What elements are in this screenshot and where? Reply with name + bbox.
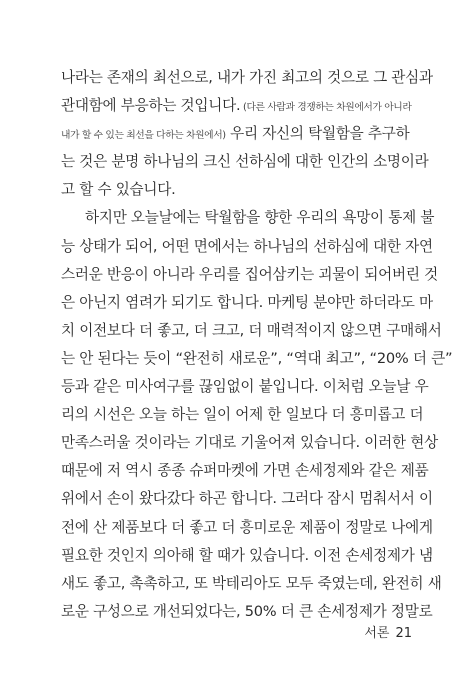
running-section-title: 서론 <box>364 626 390 641</box>
text-line: 는 것은 분명 하나님의 크신 선하심에 대한 인간의 소명이라 <box>61 153 429 171</box>
text-span: 관대함에 부응하는 것입니다. <box>61 97 241 115</box>
body-text <box>61 64 453 626</box>
paragraph-first-line: 하지만 오늘날에는 탁월함을 향한 우리의 욕망이 통제 불 <box>85 209 435 227</box>
text-line: 리의 시선은 오늘 하는 일이 어제 한 일보다 더 흥미롭고 더 <box>61 406 424 424</box>
text-line <box>61 120 413 148</box>
parenthetical-note: 내가 할 수 있는 최선을 다하는 차원에서) <box>61 130 226 142</box>
text-line: 은 아닌지 염려가 되기도 합니다. 마케팅 분야만 하더라도 마 <box>61 293 433 311</box>
text-line: 새도 좋고, 촉촉하고, 또 박테리아도 모두 죽였는데, 완전히 새 <box>61 574 442 592</box>
text-line: 때문에 저 역시 종종 슈퍼마켓에 가면 손세정제와 같은 제품 <box>61 462 429 480</box>
text-line: 필요한 것인지 의아해 할 때가 있습니다. 이전 손세정제가 냄 <box>61 546 433 564</box>
text-line: 등과 같은 미사여구를 끊임없이 붙입니다. 이처럼 오늘날 우 <box>61 378 429 396</box>
text-line <box>61 92 413 120</box>
page-number: 21 <box>395 626 412 641</box>
text-line: 는 안 된다는 듯이 “완전히 새로운”, “역대 최고”, “20% 더 큰” <box>61 349 453 367</box>
parenthetical-note: (다른 사람과 경쟁하는 차원에서가 아니라 <box>240 102 412 114</box>
text-line: 전에 산 제품보다 더 좋고 더 흥미로운 제품이 정말로 나에게 <box>61 518 433 536</box>
text-line: 치 이전보다 더 좋고, 더 크고, 더 매력적이지 않으면 구매해서 <box>61 321 442 339</box>
text-line: 고 할 수 있습니다. <box>61 181 176 199</box>
text-line: 능 상태가 되어, 어떤 면에서는 하나님의 선하심에 대한 자연 <box>61 237 433 255</box>
text-line: 위에서 손이 왔다갔다 하곤 합니다. 그러다 잠시 멈춰서서 이 <box>61 490 433 508</box>
text-line: 로운 구성으로 개선되었다는, 50% 더 큰 손세정제가 정말로 <box>61 602 433 620</box>
page-footer <box>364 622 412 641</box>
text-line: 스러운 반응이 아니라 우리를 집어삼키는 괴물이 되어버린 것 <box>61 265 438 283</box>
text-span: 우리 자신의 탁월함을 추구하 <box>225 125 410 143</box>
text-line: 만족스러울 것이라는 기대로 기울어져 있습니다. 이러한 현상 <box>61 434 438 452</box>
text-line: 나라는 존재의 최선으로, 내가 가진 최고의 것으로 그 관심과 <box>61 69 433 86</box>
